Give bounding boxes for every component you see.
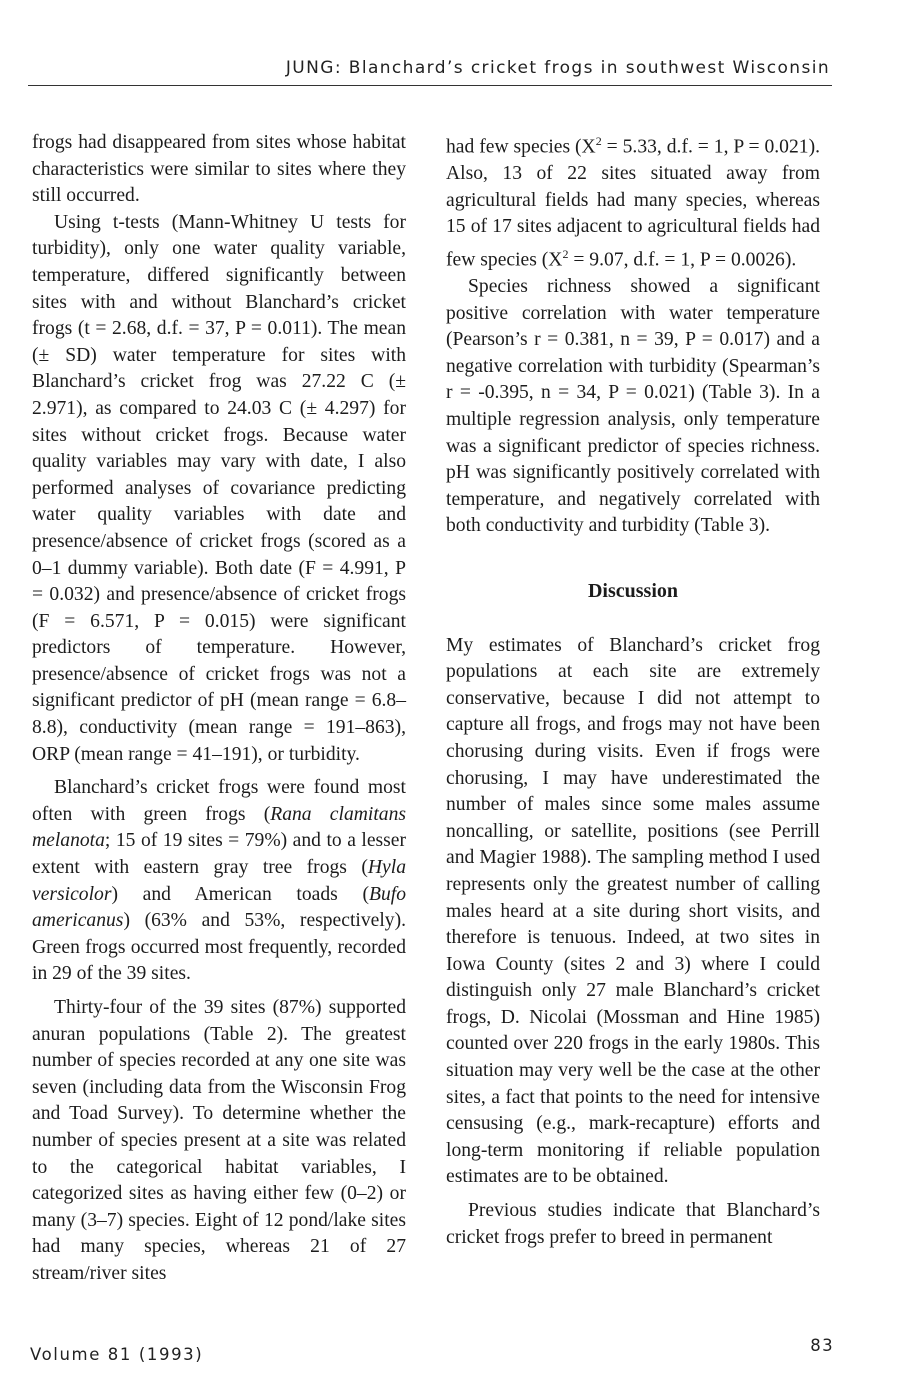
left-paragraph-4: Thirty-four of the 39 sites (87%) supported anuran populations (Table 2). The greatest number of species recorded at any one site was seven (including data from the Wisconsin Frog and Toad Survey). To determine whether the number of species present at a site was related to the categorical habitat variables, I categorized sites as having either few (0–2) or many (3–7) species. Eight of 12 pond/lake sites had many species, whereas 21 of 27 stream/river sites — [32, 997, 406, 1284]
footer-volume: Volume 81 (1993) — [30, 1345, 204, 1364]
left-paragraph-3 — [32, 775, 406, 988]
right-paragraph-1 — [446, 128, 820, 274]
right-paragraph-3: My estimates of Blanchard’s cricket frog populations at each site are extremely conservative, because I did not attempt to capture all frogs, and frogs may not have been chorusing during visits. Even if frogs were chorusing, I may have underestimated the number of males since some males assume noncalling, or satellite, positions (see Perrill and Magier 1988). The sampling method I used represents only the greatest number of calling males heard at a site during short visits, and therefore is tenuous. Indeed, at two sites in Iowa County (sites 2 and 3) where I could distinguish only 27 male Blanchard’s cricket frogs, D. Nicolai (Mossman and Hine 1985) counted over 220 frogs in the early 1980s. This situation may very well be the case at the other sites, a fact that points to the need for intensive censusing (e.g., mark-recapture) efforts and long-term monitoring if reliable population estimates are to be obtained. — [446, 634, 820, 1188]
left-paragraph-2: Using t-tests (Mann-Whitney U tests for turbidity), only one water quality variable, temperature, differed significantly between sites with and without Blanchard’s cricket frogs (t = 2.68, d.f. = 37, P = 0.011). The mean (± SD) water temperature for sites with Blanchard’s cricket frog was 27.22 C (± 2.971), as compared to 24.03 C (± 4.297) for sites without cricket frogs. Because water quality variables may vary with date, I also performed analyses of covariance predicting water quality variables with date and presence/absence of cricket frogs (scored as a 0–1 dummy variable). Both date (F = 4.991, P = 0.032) and presence/absence of cricket frogs (F = 6.571, P = 0.015) were significant predictors of temperature. However, presence/absence of cricket frogs was not a significant predictor of pH (mean range = 6.8–8.8), conductivity (mean range = 191–863), ORP (mean range = 41–191), or turbidity. — [32, 211, 406, 765]
r1-text-b: = 5.33, d.f. = 1, P = 0.021). Also, 13 of 22 sites situated away from agricultural fields had many species, whereas 15 of 17 sites adjacent to agricultural fields had few species (X — [446, 136, 820, 271]
species-name-bufo: Bufo americanus — [32, 883, 406, 932]
left-column — [32, 130, 406, 1288]
running-header: JUNG: Blanchard’s cricket frogs in southwest Wisconsin — [285, 58, 830, 78]
right-column — [446, 128, 820, 1251]
header-rule — [28, 85, 832, 86]
page-number: 83 — [810, 1336, 834, 1355]
p3-text-c: ; 15 of 19 sites = 79%) and to a lesser extent with eastern gray tree frogs ( — [32, 830, 406, 879]
species-name-hyla: Hyla versicolor — [32, 857, 406, 905]
superscript-2: 2 — [562, 246, 569, 261]
p3-text-a: Blanchard’s cricket frogs were found most often with green frogs ( — [32, 777, 406, 825]
r1-text-c: = 9.07, d.f. = 1, P = 0.0026). — [568, 249, 797, 271]
right-paragraph-4: Previous studies indicate that Blanchard’s cricket frogs prefer to breed in permanent — [446, 1200, 820, 1248]
superscript-2: 2 — [595, 134, 602, 148]
r1-text-a: had few species (X — [446, 136, 596, 158]
right-paragraph-2: Species richness showed a significant positive correlation with water temperature (Pearson’s r = 0.381, n = 39, P = 0.017) and a negative correlation with turbidity (Spearman’s r = -0.395, n = 34, P = 0.021) (Table 3). In a multiple regression analysis, only temperature was a significant predictor of species richness. pH was significantly positively correlated with temperature, and negatively correlated with both conductivity and turbidity (Table 3). — [446, 276, 820, 537]
section-heading-discussion: Discussion — [587, 579, 679, 602]
p3-text-g: ) (63% and 53%, respectively). Green frogs occurred most frequently, recorded in 29 of the 39 sites. — [32, 910, 406, 985]
left-paragraph-1: frogs had disappeared from sites whose habitat characteristics were similar to sites where they still occurred. — [32, 132, 406, 207]
p3-text-e: ) and American toads ( — [111, 883, 369, 905]
species-name-rana: Rana clamitans melanota — [32, 803, 406, 852]
